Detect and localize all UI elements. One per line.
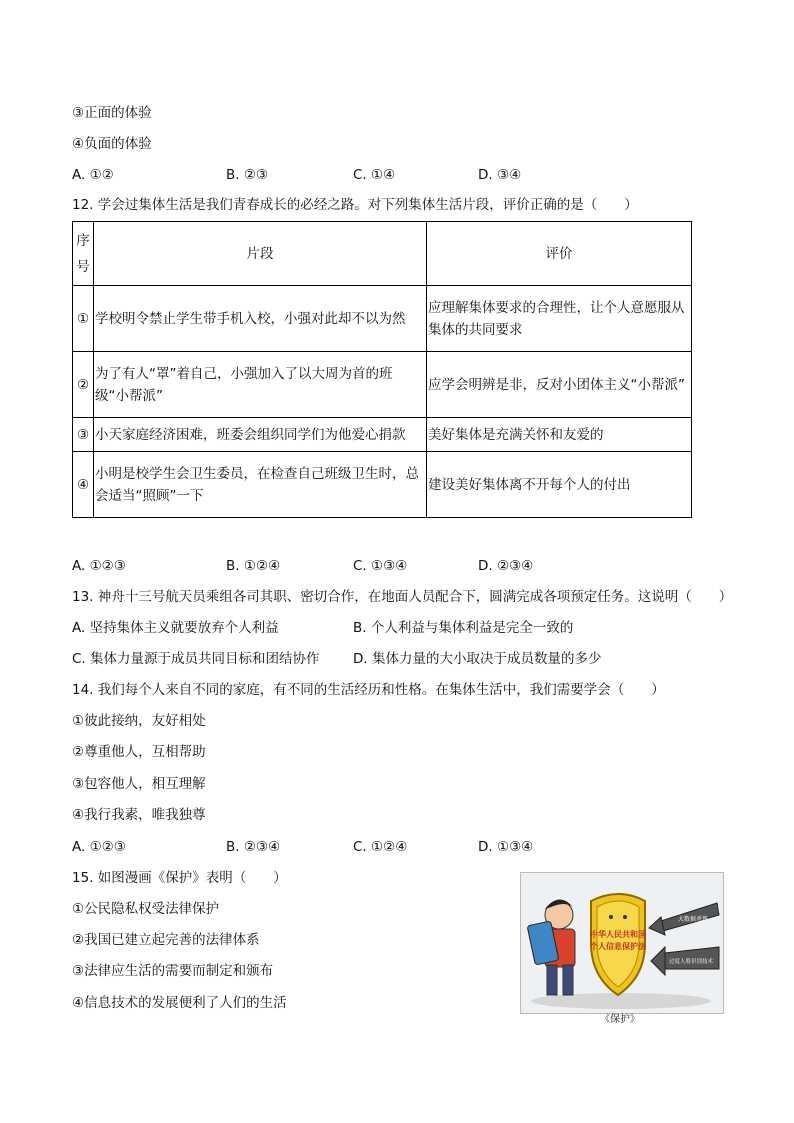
- q14-option-b[interactable]: B. ②③④: [226, 839, 281, 855]
- row-evaluation: 应理解集体要求的合理性，让个人意愿服从集体的共同要求: [427, 286, 692, 352]
- row-number: ②: [73, 352, 94, 418]
- table-row: [73, 418, 692, 452]
- q11-item-4: ④负面的体验: [72, 136, 152, 152]
- row-number: ①: [73, 286, 94, 352]
- cartoon-image: [520, 872, 724, 1014]
- row-segment: 小明是校学生会卫生委员，在检查自己班级卫生时，总会适当“照顾”一下: [94, 452, 427, 518]
- q14-item-2: ②尊重他人，互相帮助: [72, 744, 206, 760]
- q14-item-1: ①彼此接纳，友好相处: [72, 713, 206, 729]
- q14-option-d[interactable]: D. ①③④: [478, 839, 534, 855]
- shield-text-line1: 中华人民共和国: [590, 930, 646, 939]
- q15-stem: 15. 如图漫画《保护》表明（ ）: [72, 870, 287, 886]
- row-evaluation: 建设美好集体离不开每个人的付出: [427, 452, 692, 518]
- table-row: [73, 352, 692, 418]
- row-number: ③: [73, 418, 94, 452]
- q15-item-4: ④信息技术的发展便利了人们的生活: [72, 995, 287, 1011]
- q12-option-b[interactable]: B. ①②④: [226, 558, 281, 574]
- q12-option-d[interactable]: D. ②③④: [478, 558, 534, 574]
- q15-item-2: ②我国已建立起完善的法律体系: [72, 932, 260, 948]
- q12-table: [72, 221, 692, 518]
- row-evaluation: 应学会明辨是非，反对小团体主义“小帮派”: [427, 352, 692, 418]
- row-number: ④: [73, 452, 94, 518]
- row-segment: 学校明令禁止学生带手机入校，小强对此却不以为然: [94, 286, 427, 352]
- arrow-label-2: 过度人脸识别技术: [668, 959, 714, 965]
- q12-option-c[interactable]: C. ①③④: [353, 558, 408, 574]
- q14-item-3: ③包容他人，相互理解: [72, 776, 206, 792]
- header-evaluation: 评价: [427, 222, 692, 286]
- q11-option-a[interactable]: A. ①②: [72, 167, 114, 183]
- header-number: 序号: [73, 222, 94, 286]
- q11-option-c[interactable]: C. ①④: [353, 167, 396, 183]
- q12-stem: 12. 学会过集体生活是我们青春成长的必经之路。对下列集体生活片段，评价正确的是（ ）: [72, 197, 638, 213]
- q15-item-3: ③法律应生活的需要而制定和颁布: [72, 963, 274, 979]
- q11-item-3: ③正面的体验: [72, 105, 152, 121]
- row-evaluation: 美好集体是充满关怀和友爱的: [427, 418, 692, 452]
- q13-stem: 13. 神舟十三号航天员乘组各司其职、密切合作，在地面人员配合下，圆满完成各项预定任务。这说明（ ）: [72, 589, 733, 605]
- q11-option-b[interactable]: B. ②③: [226, 167, 269, 183]
- q12-option-a[interactable]: A. ①②③: [72, 558, 126, 574]
- q13-option-a[interactable]: A. 坚持集体主义就要放弃个人利益: [72, 620, 279, 636]
- cartoon-illustration: [521, 873, 723, 1013]
- q14-stem: 14. 我们每个人来自不同的家庭，有不同的生活经历和性格。在集体生活中，我们需要学会（ ）: [72, 682, 665, 698]
- row-segment: 小天家庭经济困难，班委会组织同学们为他爱心捐款: [94, 418, 427, 452]
- shield-text-line2: 个人信息保护法: [590, 942, 646, 951]
- row-segment: 为了有人“罩”着自己，小强加入了以大周为首的班级“小帮派”: [94, 352, 427, 418]
- q15-item-1: ①公民隐私权受法律保护: [72, 901, 220, 917]
- table-row: [73, 286, 692, 352]
- q11-option-d[interactable]: D. ③④: [478, 167, 522, 183]
- q13-option-b[interactable]: B. 个人利益与集体利益是完全一致的: [353, 620, 574, 636]
- q13-option-c[interactable]: C. 集体力量源于成员共同目标和团结协作: [72, 651, 320, 667]
- arrow-label-1: 大数据杀熟: [677, 916, 709, 923]
- q14-option-c[interactable]: C. ①②④: [353, 839, 408, 855]
- cartoon-caption: 《保护》: [600, 1014, 640, 1025]
- q14-item-4: ④我行我素，唯我独尊: [72, 807, 206, 823]
- q13-option-d[interactable]: D. 集体力量的大小取决于成员数量的多少: [353, 651, 602, 667]
- header-segment: 片段: [94, 222, 427, 286]
- q14-option-a[interactable]: A. ①②③: [72, 839, 126, 855]
- table-header-row: [73, 222, 692, 286]
- table-row: [73, 452, 692, 518]
